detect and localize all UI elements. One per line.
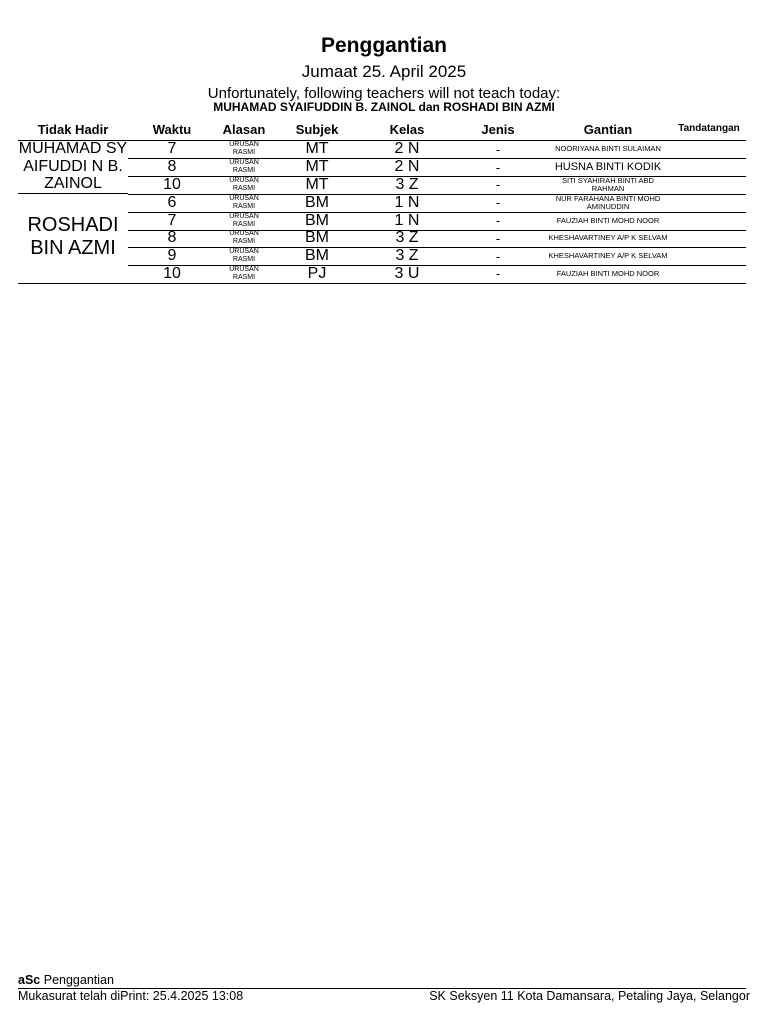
cell-subjek: BM (305, 211, 329, 229)
table-row (0, 265, 768, 283)
cell-alasan: URUSAN RASMI (229, 141, 259, 157)
cell-jenis: - (495, 248, 501, 264)
header-alasan: Alasan (222, 122, 266, 137)
cell-gantian: NOORIYANA BINTI SULAIMAN (555, 144, 661, 154)
cell-alasan: URUSAN RASMI (229, 230, 259, 246)
cell-kelas: 2 N (394, 158, 420, 176)
header-tidak-hadir: Tidak Hadir (37, 122, 109, 137)
table-row (0, 247, 768, 265)
cell-gantian: NUR FARAHANA BINTI MOHD AMINUDDIN (555, 193, 661, 211)
header-kelas: Kelas (389, 122, 425, 137)
cell-waktu: 6 (167, 193, 177, 211)
cell-gantian: FAUZIAH BINTI MOHD NOOR (556, 268, 660, 278)
cell-kelas: 1 N (394, 211, 420, 229)
cell-subjek: MT (305, 158, 329, 176)
cell-subjek: MT (305, 140, 329, 158)
cell-kelas: 3 U (394, 265, 420, 282)
header-subjek: Subjek (295, 122, 339, 137)
table-bottom-rule (18, 283, 746, 284)
cell-waktu: 10 (163, 265, 181, 282)
table-row (0, 212, 768, 230)
cell-jenis: - (495, 159, 501, 175)
cell-waktu: 7 (167, 211, 177, 229)
cell-jenis: - (495, 266, 501, 282)
cell-alasan: URUSAN RASMI (229, 212, 259, 228)
cell-gantian: KHESHAVARTINEY A/P K SELVAM (548, 233, 668, 243)
cell-alasan: URUSAN RASMI (229, 194, 259, 210)
page-title: Penggantian (320, 34, 447, 57)
cell-waktu: 10 (163, 176, 181, 193)
cell-alasan: URUSAN RASMI (229, 265, 259, 281)
cell-alasan: URUSAN RASMI (229, 248, 259, 264)
cell-subjek: BM (305, 193, 329, 211)
cell-waktu: 9 (167, 247, 177, 265)
table-row (0, 158, 768, 176)
cell-jenis: - (495, 141, 501, 157)
cell-alasan: URUSAN RASMI (229, 159, 259, 175)
header-waktu: Waktu (152, 122, 192, 137)
cell-gantian: HUSNA BINTI KODIK (554, 161, 662, 174)
cell-subjek: BM (305, 247, 329, 265)
cell-kelas: 2 N (394, 140, 420, 158)
cell-jenis: - (495, 230, 501, 246)
table-row (0, 230, 768, 248)
cell-kelas: 3 Z (395, 176, 419, 193)
cell-jenis: - (495, 213, 501, 229)
cell-subjek: BM (305, 229, 329, 247)
cell-subjek: MT (305, 176, 329, 193)
page-date: Jumaat 25. April 2025 (301, 62, 467, 81)
cell-alasan: URUSAN RASMI (229, 176, 259, 192)
absent-teachers: MUHAMAD SYAIFUDDIN B. ZAINOL dan ROSHADI BIN AZMI (213, 100, 555, 114)
table-row (0, 141, 768, 159)
cell-kelas: 3 Z (395, 229, 419, 247)
footer-school-name: SK Seksyen 11 Kota Damansara, Petaling Jaya, Selangor (429, 989, 750, 1003)
header-gantian: Gantian (583, 122, 633, 137)
footer-print-timestamp: Mukasurat telah diPrint: 25.4.2025 13:08 (18, 989, 244, 1003)
cell-gantian: SITI SYAHIRAH BINTI ABD RAHMAN (562, 175, 654, 193)
cell-gantian: KHESHAVARTINEY A/P K SELVAM (548, 251, 668, 261)
table-row (0, 194, 768, 212)
intro-text: Unfortunately, following teachers will not teach today: (207, 85, 561, 102)
cell-subjek: PJ (307, 265, 327, 282)
cell-kelas: 3 Z (395, 247, 419, 265)
footer-app-name: aSc Penggantian (18, 973, 114, 987)
cell-jenis: - (495, 177, 501, 193)
header-tandatangan: Tandatangan (678, 123, 740, 134)
cell-kelas: 1 N (394, 193, 420, 211)
cell-waktu: 8 (167, 158, 177, 176)
table-row (0, 176, 768, 194)
cell-jenis: - (495, 195, 501, 211)
cell-gantian: FAUZIAH BINTI MOHD NOOR (556, 215, 660, 225)
cell-waktu: 7 (167, 140, 177, 158)
teacher-name: ROSHADI BIN AZMI (27, 214, 119, 259)
cell-waktu: 8 (167, 229, 177, 247)
teacher-name: MUHAMAD SYAIFUDDI N B. ZAINOL (18, 140, 128, 192)
header-jenis: Jenis (481, 122, 515, 137)
